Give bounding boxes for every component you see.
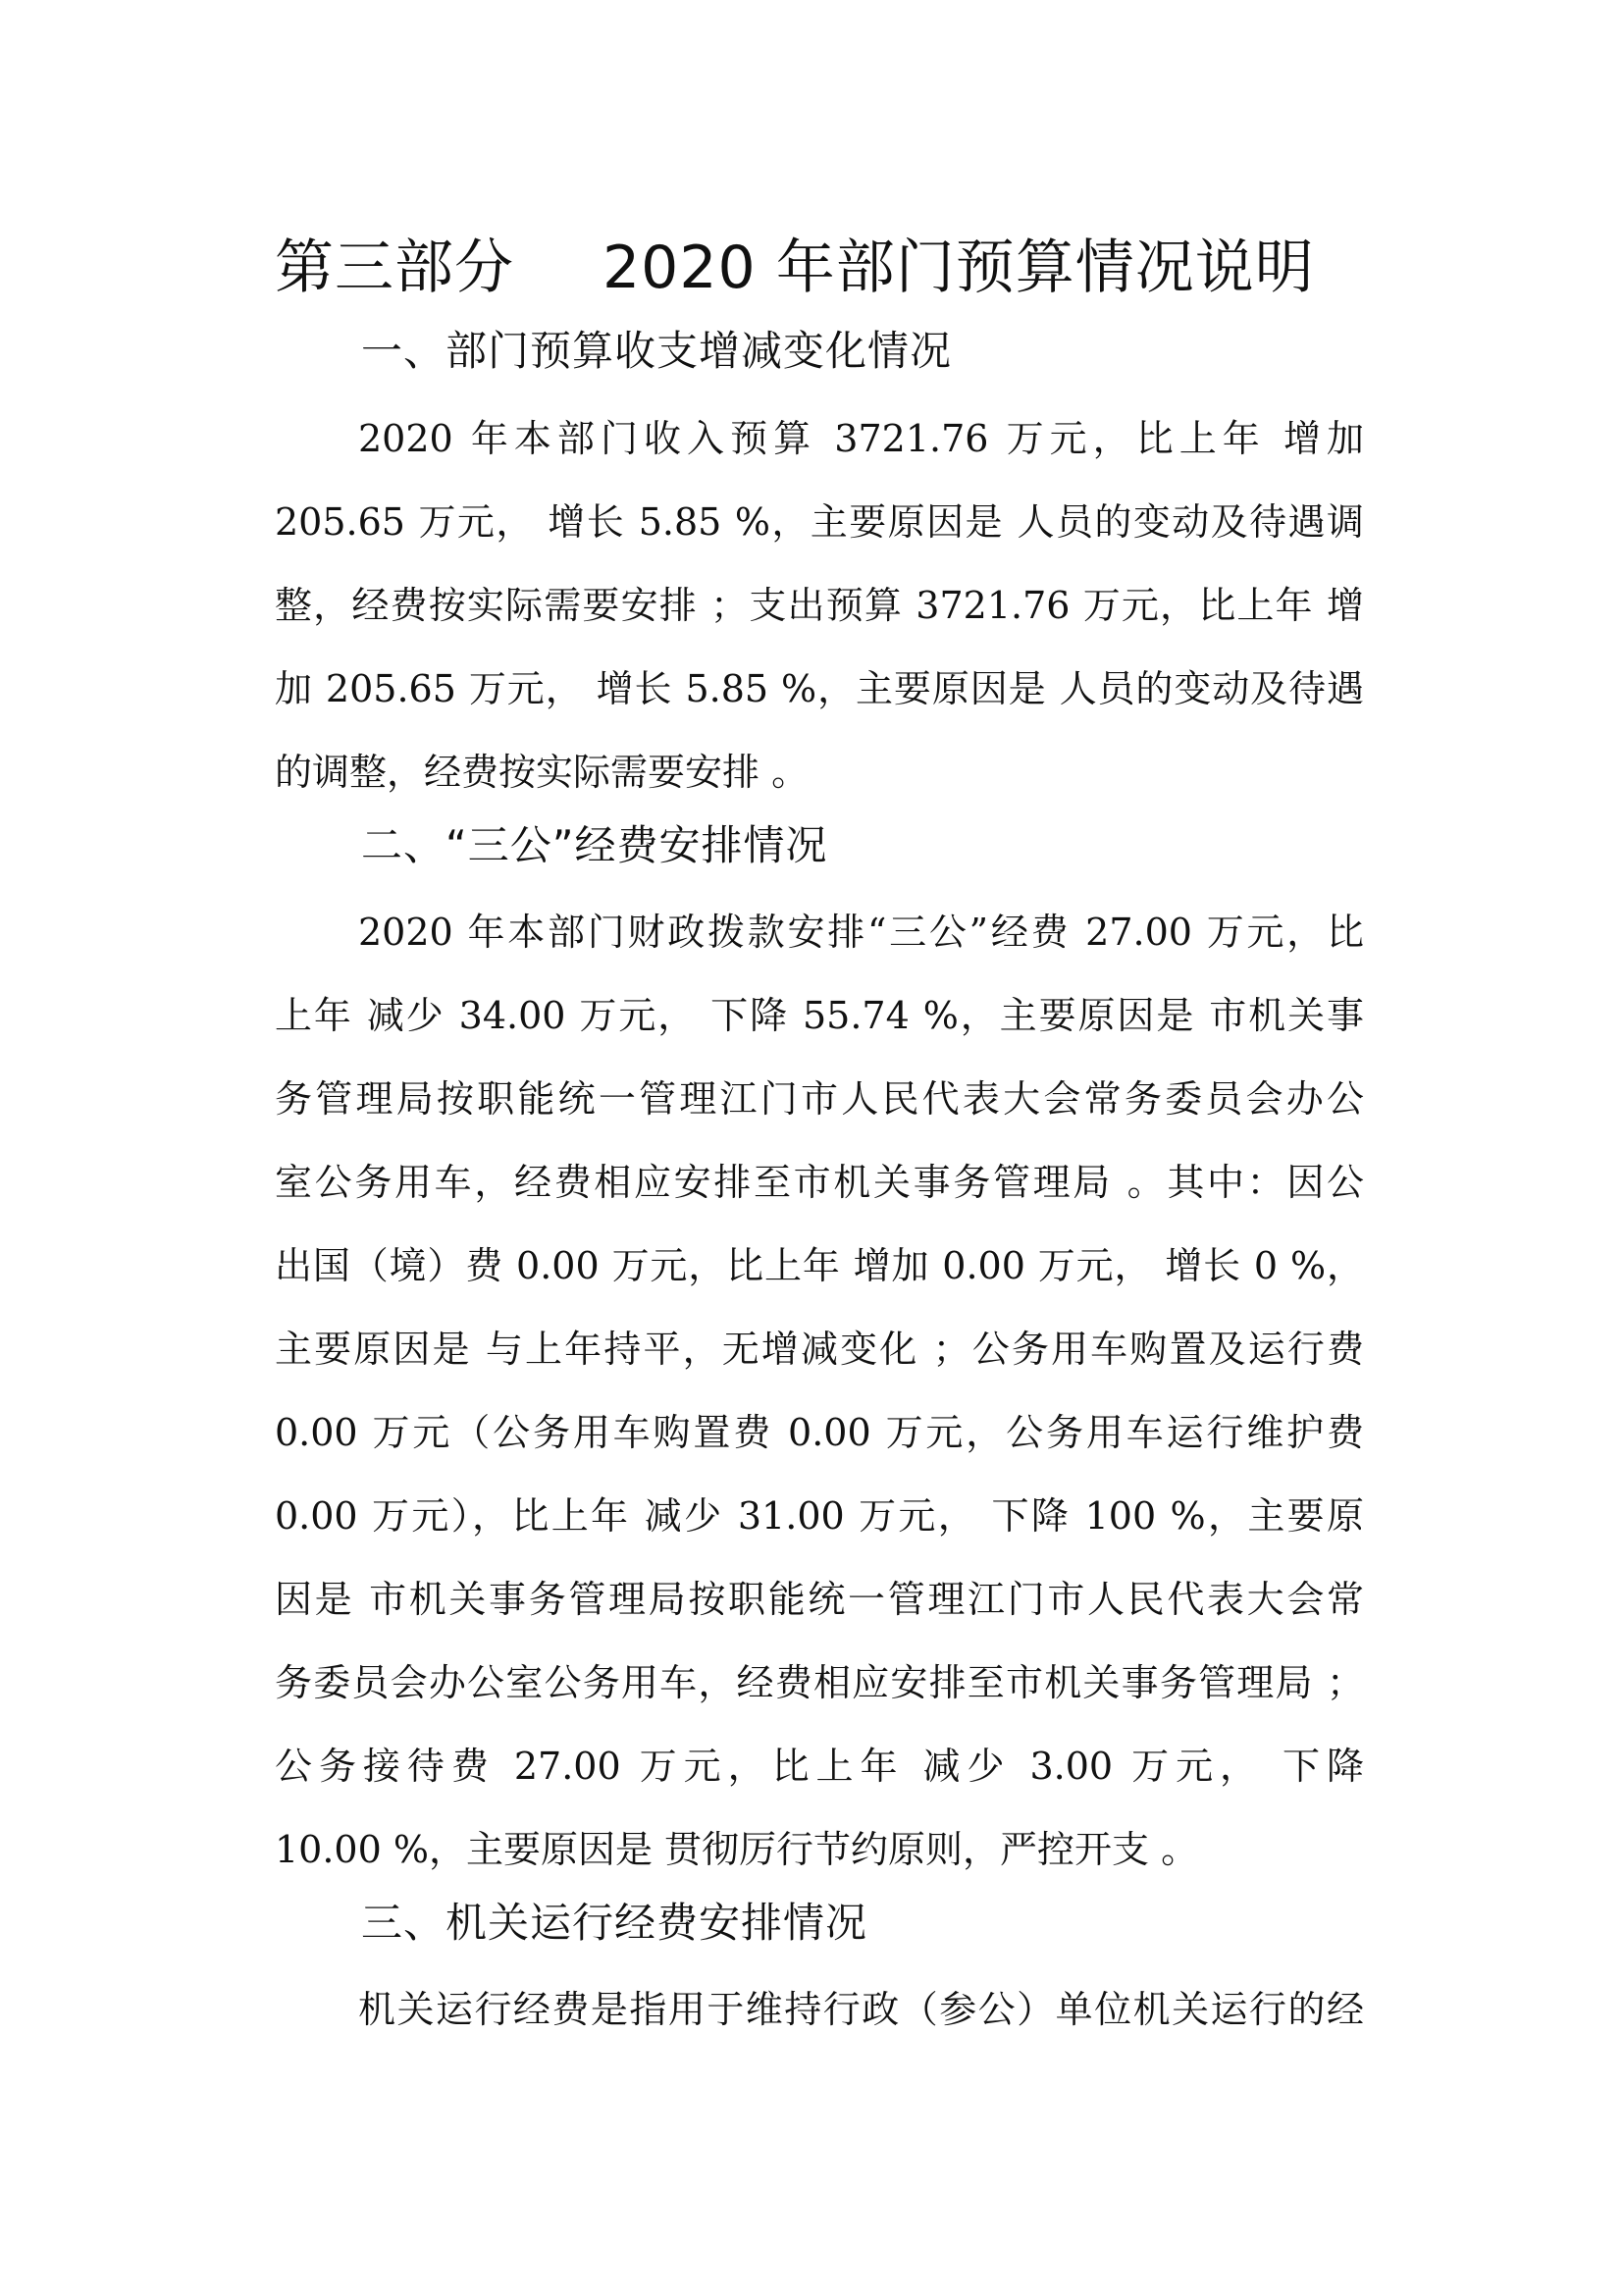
paragraph-line: 因是 市机关事务管理局按职能统一管理江门市人民代表大会常 [275,1578,1364,1621]
section1-paragraph [275,397,1364,814]
paragraph-line: 整，经费按实际需要安排 ；支出预算 3721.76 万元，比上年 增 [275,584,1364,627]
section3-paragraph [275,1968,1364,2052]
paragraph-line: 务管理局按职能统一管理江门市人民代表大会常务委员会办公 [275,1077,1364,1121]
paragraph-line: 加 205.65 万元， 增长 5.85 %，主要原因是 人员的变动及待遇 [275,667,1364,710]
paragraph-line: 公务接待费 27.00 万元，比上年 减少 3.00 万元， 下降 [275,1745,1364,1788]
paragraph-line: 室公务用车，经费相应安排至市机关事务管理局 。其中：因公 [275,1161,1364,1204]
section1-heading: 一、部门预算收支增减变化情况 [361,327,953,375]
paragraph-line: 机关运行经费是指用于维持行政（参公）单位机关运行的经 [358,1988,1364,2031]
paragraph-line: 205.65 万元， 增长 5.85 %，主要原因是 人员的变动及待遇调 [275,500,1364,544]
paragraph-line: 0.00 万元），比上年 减少 31.00 万元， 下降 100 %，主要原 [275,1494,1364,1538]
paragraph-line: 主要原因是 与上年持平，无增减变化 ；公务用车购置及运行费 [275,1328,1364,1371]
paragraph-line: 2020 年本部门财政拨款安排“三公”经费 27.00 万元，比 [358,911,1364,954]
paragraph-line: 2020 年本部门收入预算 3721.76 万元，比上年 增加 [358,417,1364,460]
paragraph-line: 出国（境）费 0.00 万元，比上年 增加 0.00 万元， 增长 0 %， [275,1244,1364,1287]
section3-heading: 三、机关运行经费安排情况 [361,1899,868,1947]
title-part: 第三部分 [275,234,514,302]
paragraph-line: 的调整，经费按实际需要安排 。 [275,751,810,794]
section2-heading: 二、“三公”经费安排情况 [361,821,828,869]
page-title [275,224,1374,312]
paragraph-line: 10.00 %，主要原因是 贯彻厉行节约原则，严控开支 。 [275,1828,1199,1871]
paragraph-line: 上年 减少 34.00 万元， 下降 55.74 %，主要原因是 市机关事 [275,994,1364,1037]
paragraph-line: 0.00 万元（公务用车购置费 0.00 万元，公务用车运行维护费 [275,1411,1364,1454]
section2-paragraph [275,891,1364,1892]
title-main: 2020 年部门预算情况说明 [602,234,1315,302]
paragraph-line: 务委员会办公室公务用车，经费相应安排至市机关事务管理局 ； [275,1661,1364,1704]
